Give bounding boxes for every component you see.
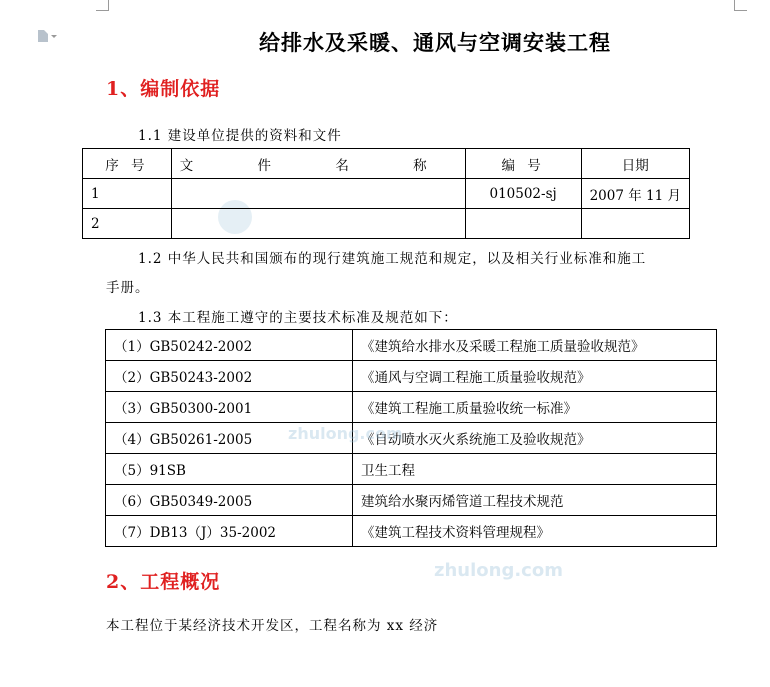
table-row [83, 209, 690, 239]
standard-title: 《建筑工程施工质量验收统一标准》 [353, 392, 717, 423]
table-row [106, 485, 717, 516]
table-header-row [83, 149, 690, 179]
paragraph-overview: 本工程位于某经济技术开发区，工程名称为 xx 经济 [106, 618, 439, 634]
paragraph-1-1: 1.1 建设单位提供的资料和文件 [138, 128, 342, 144]
standard-code: （3）GB50300-2001 [106, 392, 353, 423]
header-cell-index: 序 号 [83, 149, 172, 179]
standard-title: 《建筑工程技术资料管理规程》 [353, 516, 717, 547]
page-corner-mark-right [734, 0, 747, 11]
table-row [106, 454, 717, 485]
watermark-text: zhulong.com [288, 424, 403, 443]
paragraph-1-3: 1.3 本工程施工遵守的主要技术标准及规范如下： [138, 310, 458, 326]
header-cell-number: 编 号 [465, 149, 581, 179]
standards-table [105, 329, 717, 547]
table-row [106, 361, 717, 392]
standard-title: 卫生工程 [353, 454, 717, 485]
standard-code: （1）GB50242-2002 [106, 330, 353, 361]
table-cell: 010502-sj [465, 179, 581, 209]
table-cell: 2007 年 11 月 [581, 179, 689, 209]
standard-code: （6）GB50349-2005 [106, 485, 353, 516]
standard-code: （2）GB50243-2002 [106, 361, 353, 392]
paragraph-1-2-line2: 手册。 [106, 280, 150, 296]
page-corner-mark-left [96, 0, 109, 11]
header-cell-file-name: 文 件 名 称 [171, 149, 465, 179]
table-row [83, 179, 690, 209]
standard-title: 建筑给水聚丙烯管道工程技术规范 [353, 485, 717, 516]
table-cell [465, 209, 581, 239]
table-cell [171, 179, 465, 209]
paragraph-1-2-line1: 1.2 中华人民共和国颁布的现行建筑施工规范和规定，以及相关行业标准和施工 [138, 251, 647, 267]
document-title: 给排水及采暖、通风与空调安装工程 [259, 30, 611, 55]
section-heading-overview: 2、工程概况 [106, 571, 221, 593]
standard-code: （7）DB13（J）35-2002 [106, 516, 353, 547]
standard-title: 《建筑给水排水及采暖工程施工质量验收规范》 [353, 330, 717, 361]
table-cell: 1 [83, 179, 172, 209]
watermark-text: zhulong.com [434, 560, 563, 581]
section-heading-basis: 1、编制依据 [106, 78, 221, 100]
table-row [106, 392, 717, 423]
standard-title: 《通风与空调工程施工质量验收规范》 [353, 361, 717, 392]
table-row [106, 330, 717, 361]
standard-title: 《自动喷水灭火系统施工及验收规范》 [353, 423, 717, 454]
header-cell-date: 日期 [581, 149, 689, 179]
table-cell: 2 [83, 209, 172, 239]
table-row [106, 423, 717, 454]
table-cell [581, 209, 689, 239]
documents-table [82, 148, 690, 239]
table-cell [171, 209, 465, 239]
standard-code: （4）GB50261-2005 [106, 423, 353, 454]
table-row [106, 516, 717, 547]
standard-code: （5）91SB [106, 454, 353, 485]
